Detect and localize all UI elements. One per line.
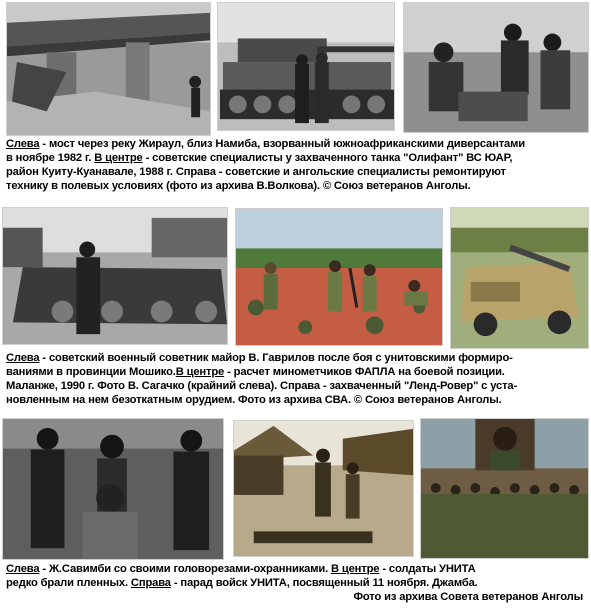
caption-row3-line2	[6, 576, 589, 590]
caption-row2-line2	[6, 365, 589, 379]
caption-row1	[6, 137, 589, 193]
caption-lead-left: Слева	[6, 138, 40, 150]
caption-text: - мост через реку Жираул, близ Намиба, взорванный южноафриканскими диверсантами	[39, 138, 525, 150]
caption-lead-left: Слева	[6, 352, 40, 364]
caption-text: - расчет минометчиков ФАПЛА на боевой позиции.	[224, 366, 505, 378]
caption-text: - советские специалисты у захваченного танка "Олифант" ВС ЮАР,	[142, 152, 513, 164]
photo-parade	[420, 418, 589, 559]
caption-text: ваниями в провинции Мошико.	[6, 366, 176, 378]
caption-row1-line1	[6, 137, 589, 151]
caption-row3-line1	[6, 562, 589, 576]
caption-row2	[6, 351, 589, 407]
photo-bridge	[6, 2, 211, 136]
caption-lead-center: В центре	[94, 152, 143, 164]
photo-tank	[217, 2, 395, 131]
caption-lead-center: В центре	[331, 563, 380, 575]
photo-savimbi	[2, 418, 224, 560]
photo-mortar	[235, 208, 443, 346]
caption-row2-line3: Маланже, 1990 г. Фото В. Сагачко (крайний слева). Справа - захваченный "Ленд-Ровер" с уста-	[6, 380, 518, 392]
photo-advisor	[2, 207, 228, 345]
photo-unita-soldiers	[233, 420, 414, 557]
caption-lead-left: Слева	[6, 563, 40, 575]
caption-row3-line3: Фото из архива Совета ветеранов Анголы	[353, 591, 583, 603]
caption-row2-line4: новленным на нем безоткатным орудием. Фото из архива СВА. © Союз ветеранов Анголы.	[6, 394, 502, 406]
photo-repair	[403, 2, 589, 133]
caption-row1-line3: район Куиту-Куанавале, 1988 г. Справа - советские и ангольские специалисты ремонтируют	[6, 166, 506, 178]
caption-text: - парад войск УНИТА, посвященный 11 ноября. Джамба.	[170, 577, 478, 589]
caption-text: в ноябре 1982 г.	[6, 152, 95, 164]
caption-row1-line2	[6, 151, 589, 165]
caption-lead-right: Справа	[130, 577, 171, 589]
caption-lead-center: В центре	[175, 366, 225, 378]
caption-row3	[6, 562, 589, 604]
caption-text: - солдаты УНИТА	[379, 563, 476, 575]
caption-text: - Ж.Савимби со своими головорезами-охранниками.	[39, 563, 331, 575]
caption-text: редко брали пленных.	[6, 577, 131, 589]
photo-landrover	[450, 207, 589, 349]
caption-row2-line1	[6, 351, 589, 365]
caption-row1-line4: технику в полевых условиях (фото из архива В.Волкова). © Союз ветеранов Анголы.	[6, 180, 471, 192]
caption-text: - советский военный советник майор В. Гаврилов после боя с унитовскими формиро-	[39, 352, 513, 364]
